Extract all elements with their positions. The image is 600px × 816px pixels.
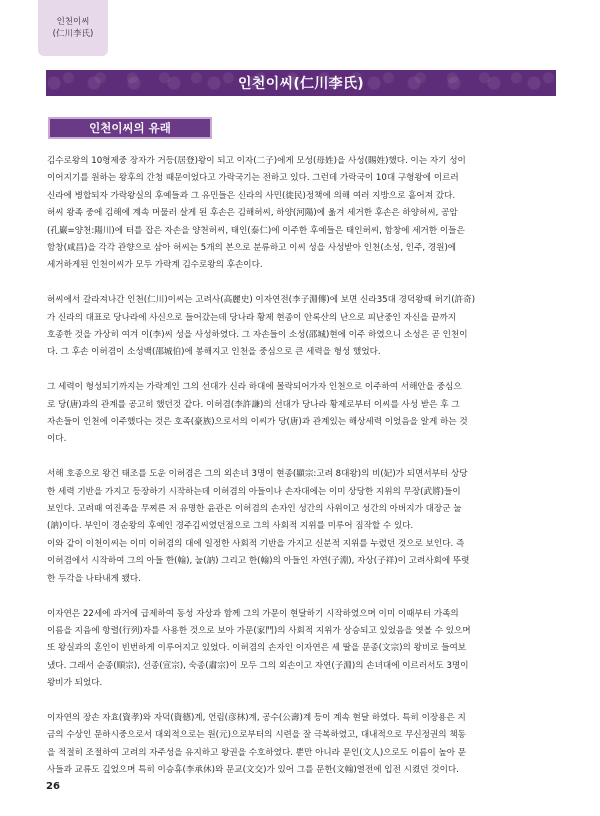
paragraph-line: 자손들이 인천에 이주했다는 것은 호족(豪族)으로서의 이씨가 당(唐)과 관계있는 해상세력 이었음을 알게 하는 것 <box>47 417 468 428</box>
paragraph-line: 함창(咸昌)을 각각 관향으로 삼아 허씨는 5개의 본으로 분류하고 이씨 성을 사성받아 인천(소성, 인주, 경원)에 <box>47 243 457 254</box>
paragraph-line: 호종한 것을 가상히 여겨 이(李)씨 성을 사성하였다. 그 자손들이 소성(邵城)현에 이주 하였으니 소성은 곧 인천이 <box>47 330 468 341</box>
chapter-tab <box>38 0 108 56</box>
paragraph-line: 서해 호종으로 왕건 태조를 도운 이허겸은 그의 외손녀 3명이 현종(顯宗:고려 8대왕)의 비(妃)가 되면서부터 상당 <box>47 469 468 480</box>
paragraph-line: 을 적절히 조절하여 고려의 자주성을 유지하고 왕권을 수호하였다. 뿐만 아니라 문인(文人)으로도 이름이 높아 문 <box>47 747 467 758</box>
paragraph-line: 김수로왕의 10형제중 장자가 거등(居登)왕이 되고 이자(二子)에게 모성(母姓)을 사성(賜姓)했다. 이는 자기 성이 <box>47 156 466 166</box>
paragraph-line: 또 왕실과의 혼인이 빈번하게 이루어지고 있었다. 이허겸의 손자인 이자연은 세 딸을 문종(文宗)의 왕비로 들여보 <box>47 643 467 654</box>
paragraph-line: 허씨에서 갈라져나간 인천(仁川)이씨는 고려사(高麗史) 이자연전(李子淵傳)에 보면 신라35대 경덕왕때 허기(許奇) <box>47 295 476 306</box>
paragraph-line: 왕비가 되었다. <box>47 678 103 689</box>
chapter-tab-hanja: (仁川李氏) <box>52 29 94 39</box>
paragraph <box>47 153 557 275</box>
paragraph <box>47 292 557 362</box>
paragraph <box>47 466 557 588</box>
paragraph-line: 이자연은 22세에 과거에 급제하여 동성 자상과 함께 그의 가문이 현달하기 시작하였으며 이미 이때부터 가족의 <box>47 608 459 619</box>
body-text <box>47 153 557 797</box>
paragraph-line: (孔巖=양천:陽川)에 터를 잡은 자손을 양천허씨, 태인(泰仁)에 이주한 후예들은 태인허씨, 함창에 세거한 이들은 <box>47 225 465 236</box>
paragraph-line: 금의 수상인 문하시중으로서 대외적으로는 원(元)으로부터의 시련을 잘 극복하였고, 대내적으로 무신정권의 책동 <box>47 730 466 741</box>
paragraph-line: 허씨 왕족 중에 김해에 계속 머물러 살게 된 후손은 김해허씨, 하양(河陽)에 옮겨 세거한 후손은 하양허씨, 공암 <box>47 208 458 219</box>
paragraph-line: 신라에 병합되자 가락왕실의 후예들과 그 유민들은 신라의 사민(徙民)정책에 의해 여러 지방으로 흩어져 갔다. <box>47 190 456 201</box>
paragraph-line: 이허겸에서 시작하여 그의 아들 한(翰), 눌(訥) 그리고 한(翰)의 아들인 자연(子淵), 자상(子祥)이 고려사회에 뚜렷 <box>47 556 470 567</box>
chapter-tab-title: 인천이씨 <box>56 17 90 27</box>
paragraph-line: 이다. <box>47 434 67 445</box>
paragraph-line: 한 세력 기반을 가지고 등장하기 시작하는데 이허겸의 아들이나 손자대에는 이미 상당한 지위의 무장(武將)들이 <box>47 486 461 497</box>
paragraph-line: 다. 그 후손 이허겸이 소성백(邵城伯)에 봉해지고 인천을 중심으로 큰 세력을 형성 했었다. <box>47 347 381 358</box>
paragraph-line: 이자연의 장손 자효(資孝)와 자덕(資德)계, 언림(彦林)계, 공수(公壽)계 등이 계속 현달 하였다. 특히 이장용은 지 <box>47 712 466 723</box>
section-heading-box <box>48 117 212 139</box>
paragraph-line: 보인다. 고려때 여진족을 무찌른 저 유명한 윤관은 이허겸의 손자인 성간의 사위이고 성간의 아버지가 대장군 눌 <box>47 504 462 515</box>
title-banner <box>46 70 556 96</box>
section-title: 인천이씨의 유래 <box>89 121 171 135</box>
paragraph-line: 그 세력이 형성되기까지는 가락계인 그의 선대가 신라 하대에 몰락되어가자 인천으로 이주하여 서해안을 중심으 <box>47 382 462 393</box>
paragraph <box>47 710 557 780</box>
paragraph-line: 사들과 교류도 깊었으며 특히 이승휴(李承休)와 문교(文交)가 있어 그를 문한(文翰)열전에 입전 시켰던 것이다. <box>47 765 459 776</box>
paragraph-line: 한 두각을 나타내게 됐다. <box>47 573 141 584</box>
paragraph-line: 이와 같이 이천이씨는 이미 이허겸의 대에 일정한 사회적 기반을 가지고 신분적 지위를 누렸던 것으로 보인다. 즉 <box>47 538 465 549</box>
paragraph-line: 이어지기를 원하는 왕후의 간청 때문이었다고 가락국기는 전하고 있다. 그런데 가락국이 10대 구형왕에 이르러 <box>47 173 459 184</box>
paragraph-line: 냈다. 그래서 순종(順宗), 선종(宣宗), 숙종(肅宗)이 모두 그의 외손이고 자연(子淵)의 손녀대에 이르러서도 3명이 <box>47 660 469 671</box>
page-title: 인천이씨(仁川李氏) <box>238 76 364 92</box>
paragraph <box>47 606 557 693</box>
paragraph-line: 가 신라의 대표로 당나라에 사신으로 들어갔는데 당나라 황제 현종이 안록산의 난으로 피난중인 자신을 끝까지 <box>47 312 457 323</box>
paragraph-line: 세거하게된 인천이씨가 모두 가락계 김수로왕의 후손이다. <box>47 260 263 271</box>
paragraph-line: 로 당(唐)과의 관계를 공고히 했던것 같다. 이허겸(李許謙)의 선대가 당나라 황제로부터 이씨를 사성 받은 후 그 <box>47 399 460 410</box>
paragraph-line: 이름을 지음에 항렬(行列)자를 사용한 것으로 보아 가문(家門)의 사회적 지위가 상승되고 있었음을 엿볼 수 있으며 <box>47 625 471 636</box>
page-number: 26 <box>46 781 60 792</box>
paragraph <box>47 379 557 449</box>
paragraph-line: (訥)이다. 부인이 경순왕의 후예인 경주김씨였던점으로 그의 사회적 지위를 미루어 짐작할 수 있다. <box>47 521 414 532</box>
